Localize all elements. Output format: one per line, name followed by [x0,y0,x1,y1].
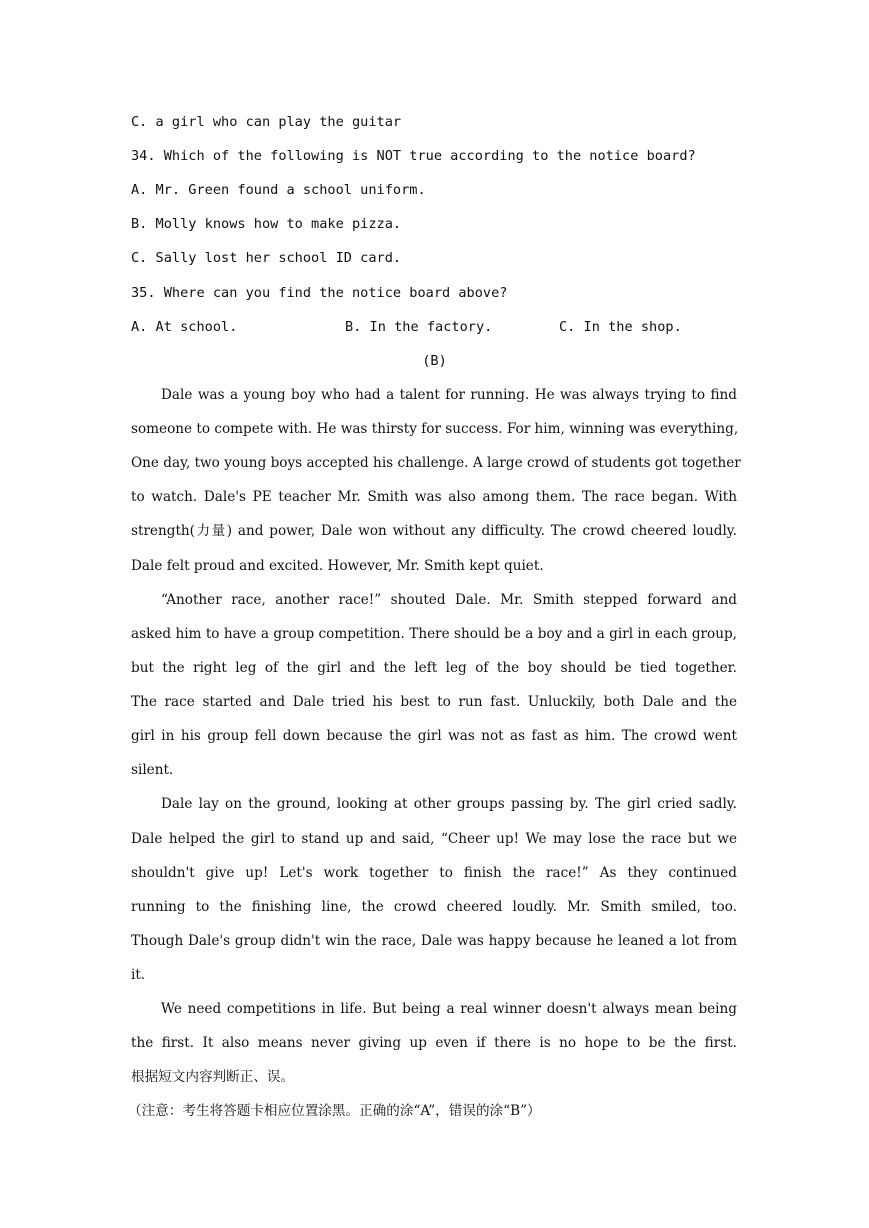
passage-line: girl in his group fell down because the girl was not as fast as him. The crowd went [131,728,737,744]
passage-line: silent. [131,762,174,778]
passage-line: the first. It also means never giving up even if there is no hope to be the first. [131,1035,737,1051]
q33-option-c: C. a girl who can play the guitar [131,114,402,130]
passage-line: One day, two young boys accepted his challenge. A large crowd of students got together [131,455,741,471]
answer-note: （注意：考生将答题卡相应位置涂黑。正确的涂“A”，错误的涂“B”） [128,1103,541,1119]
q34-option-b: B. Molly knows how to make pizza. [131,216,402,232]
passage-line: We need competitions in life. But being a real winner doesn't always mean being [161,1001,737,1017]
passage-line: Though Dale's group didn't win the race, Dale was happy because he leaned a lot from [131,933,737,949]
passage-line: but the right leg of the girl and the left leg of the boy should be tied together. [131,660,737,676]
passage-line: Dale was a young boy who had a talent for running. He was always trying to find [161,387,737,403]
passage-line: Dale felt proud and excited. However, Mr. Smith kept quiet. [131,558,544,574]
q35-option-c: C. In the shop. [559,319,682,335]
passage-line: asked him to have a group competition. There should be a boy and a girl in each group, [131,626,737,642]
q35-stem: 35. Where can you find the notice board above? [131,285,508,301]
q35-options-row [131,318,737,336]
passage-line: strength(力量) and power, Dale won without any difficulty. The crowd cheered loudly. [131,523,737,539]
passage-line: running to the finishing line, the crowd cheered loudly. Mr. Smith smiled, too. [131,899,737,915]
instruction-text: 根据短文内容判断正、误。 [131,1069,295,1085]
passage-line: shouldn't give up! Let's work together to finish the race!” As they continued [131,865,737,881]
q34-option-c: C. Sally lost her school ID card. [131,250,402,266]
passage-line: “Another race, another race!” shouted Dale. Mr. Smith stepped forward and [161,592,737,608]
section-heading: (B) [422,353,447,369]
passage-line: to watch. Dale's PE teacher Mr. Smith was also among them. The race began. With [131,489,737,505]
passage-line: it. [131,967,146,983]
q35-option-b: B. In the factory. [345,319,493,335]
passage-line: Dale helped the girl to stand up and said, “Cheer up! We may lose the race but we [131,831,737,847]
q34-stem: 34. Which of the following is NOT true according to the notice board? [131,148,696,164]
passage-line: someone to compete with. He was thirsty for success. For him, winning was everything, [131,421,739,437]
passage-line: Dale lay on the ground, looking at other groups passing by. The girl cried sadly. [161,796,737,812]
q35-option-a: A. At school. [131,319,238,335]
q34-option-a: A. Mr. Green found a school uniform. [131,182,426,198]
passage-line: The race started and Dale tried his best to run fast. Unluckily, both Dale and the [131,694,737,710]
